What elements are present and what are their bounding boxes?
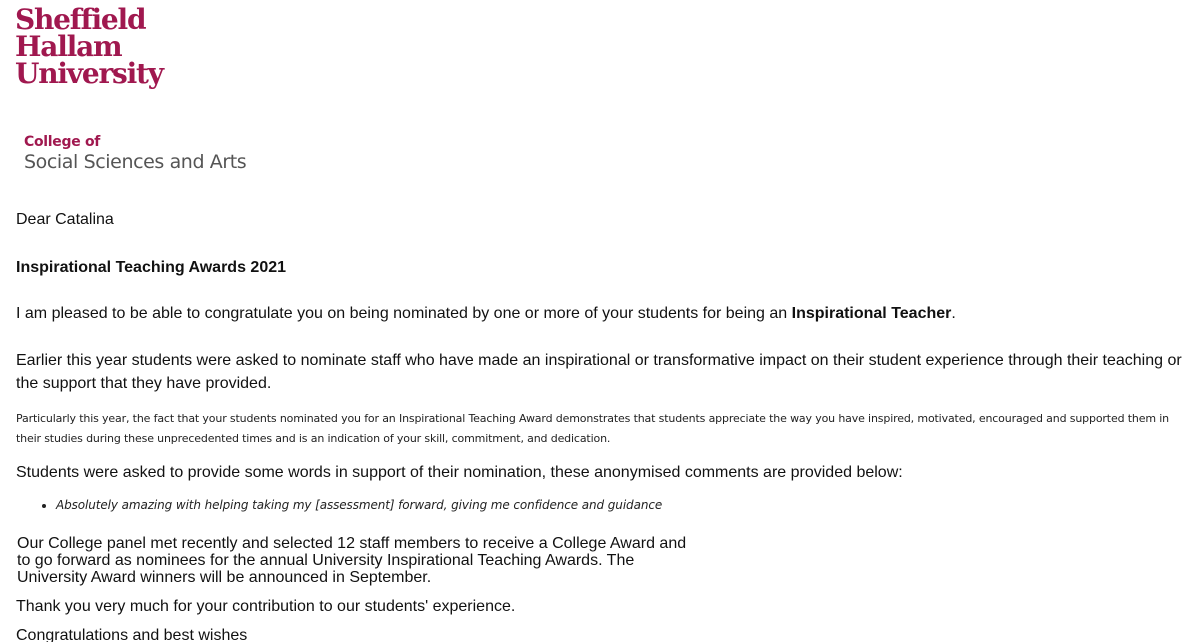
congratulation-paragraph [16, 302, 956, 325]
logo-line-3: University [15, 57, 163, 90]
congratulation-period: . [951, 305, 956, 322]
congratulation-text: I am pleased to be able to congratulate you on being nominated by one or more of your students for being an [16, 305, 792, 322]
salutation: Dear Catalina [16, 211, 114, 228]
closing-line: Congratulations and best wishes [16, 627, 248, 642]
thanks-paragraph: Thank you very much for your contribution to our students' experience. [16, 598, 516, 615]
college-logo-line-1: College of [24, 134, 101, 150]
logo-line-2: Hallam [15, 30, 122, 63]
comments-intro: Students were asked to provide some words in support of their nomination, these anonymised comments are provided below: [16, 464, 903, 481]
earlier-paragraph: Earlier this year students were asked to nominate staff who have made an inspirational or transformative impact on their student experience through their teaching or the support that they have provided. [16, 352, 1182, 392]
particularly-paragraph: Particularly this year, the fact that your students nominated you for an Inspirational Teaching Award demonstrates that students appreciate the way you have inspired, motivated, encouraged and supported them in their studies during these unprecedented times and is an indication of your skill, commitment, and dedication. [16, 412, 1169, 445]
panel-paragraph: Our College panel met recently and selected 12 staff members to receive a College Award and to go forward as nominees for the annual University Inspirational Teaching Awards. The University Award winners will be announced in September. [17, 535, 687, 586]
letter-heading: Inspirational Teaching Awards 2021 [16, 259, 287, 276]
list-item: • Absolutely amazing with helping taking my [assessment] forward, giving me confidence and guidance [56, 495, 662, 515]
logo-line-1: Sheffield [15, 3, 146, 36]
comments-list [40, 495, 662, 515]
college-logo [24, 134, 246, 173]
sheffield-hallam-logo [15, 3, 163, 90]
college-logo-line-2: Social Sciences and Arts [24, 151, 247, 173]
inspirational-teacher-emphasis: Inspirational Teacher [791, 305, 952, 322]
